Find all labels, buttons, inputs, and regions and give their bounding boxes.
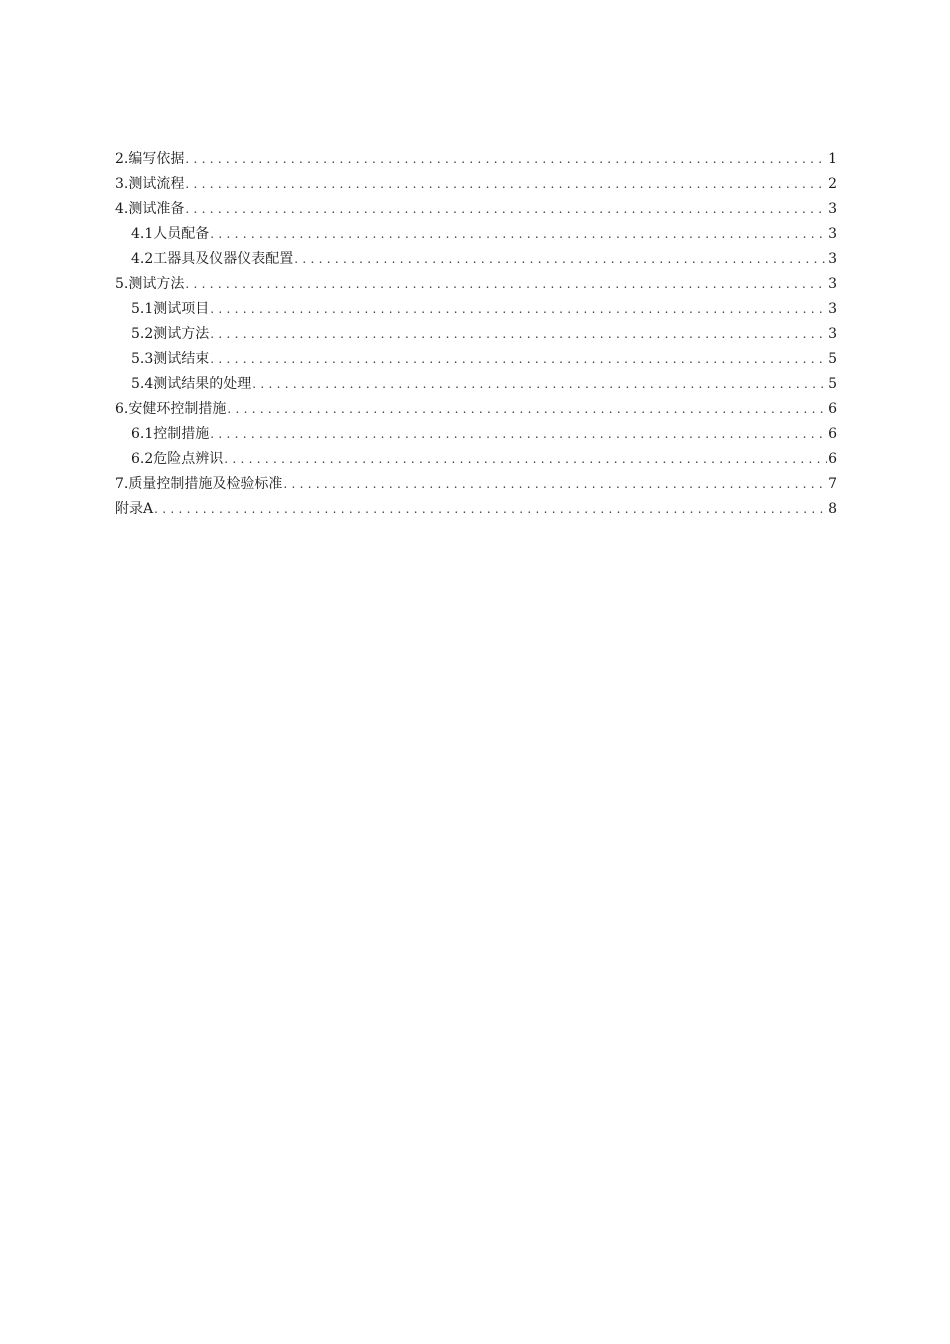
toc-entry-title: 2.编写依据 — [115, 151, 185, 167]
toc-entry-title: 5.2测试方法 — [131, 326, 210, 342]
toc-entry-title: 3.测试流程 — [115, 176, 185, 192]
toc-dot-leader — [185, 172, 827, 197]
toc-entry-page: 3 — [828, 301, 837, 317]
toc-entry-title: 5.3测试结束 — [131, 351, 210, 367]
toc-entry-title: 附录A — [115, 501, 154, 517]
toc-entry[interactable] — [115, 497, 837, 522]
table-of-contents — [115, 147, 837, 522]
toc-dot-leader — [185, 272, 827, 297]
toc-dot-leader — [227, 397, 827, 422]
toc-entry[interactable] — [115, 472, 837, 497]
toc-entry[interactable] — [115, 272, 837, 297]
toc-entry[interactable] — [115, 322, 837, 347]
toc-entry-page: 7 — [828, 476, 837, 492]
toc-entry-title: 4.测试准备 — [115, 201, 185, 217]
toc-entry-title: 5.测试方法 — [115, 276, 185, 292]
toc-entry[interactable] — [115, 197, 837, 222]
toc-entry-page: 5 — [828, 351, 837, 367]
toc-entry[interactable] — [115, 172, 837, 197]
toc-entry-page: 5 — [828, 376, 837, 392]
toc-entry-title: 7.质量控制措施及检验标准 — [115, 476, 283, 492]
toc-entry[interactable] — [115, 147, 837, 172]
toc-entry[interactable] — [115, 447, 837, 472]
toc-entry-page: 3 — [828, 276, 837, 292]
toc-entry-title: 6.安健环控制措施 — [115, 401, 227, 417]
toc-entry-page: 3 — [828, 326, 837, 342]
toc-entry-title: 4.2工器具及仪器仪表配置 — [131, 251, 294, 267]
toc-dot-leader — [185, 197, 827, 222]
toc-dot-leader — [210, 422, 827, 447]
toc-entry-page: 3 — [828, 251, 837, 267]
toc-dot-leader — [283, 472, 827, 497]
toc-dot-leader — [210, 347, 827, 372]
toc-entry-title: 5.4测试结果的处理 — [131, 376, 252, 392]
toc-entry-page: 1 — [828, 151, 837, 167]
toc-dot-leader — [210, 222, 827, 247]
toc-dot-leader — [294, 247, 827, 272]
toc-dot-leader — [224, 447, 827, 472]
toc-dot-leader — [154, 497, 827, 522]
toc-entry-page: 6 — [828, 426, 837, 442]
toc-dot-leader — [252, 372, 827, 397]
toc-entry-page: 2 — [828, 176, 837, 192]
toc-entry[interactable] — [115, 397, 837, 422]
toc-entry[interactable] — [115, 422, 837, 447]
toc-entry-title: 5.1测试项目 — [131, 301, 210, 317]
toc-entry-page: 3 — [828, 226, 837, 242]
toc-entry[interactable] — [115, 222, 837, 247]
toc-entry-title: 6.2危险点辨识 — [131, 451, 224, 467]
toc-entry-page: 8 — [828, 501, 837, 517]
toc-entry[interactable] — [115, 297, 837, 322]
toc-entry[interactable] — [115, 347, 837, 372]
toc-entry-page: 6 — [828, 451, 837, 467]
toc-dot-leader — [185, 147, 827, 172]
toc-entry-title: 6.1控制措施 — [131, 426, 210, 442]
toc-entry[interactable] — [115, 372, 837, 397]
toc-entry-title: 4.1人员配备 — [131, 226, 210, 242]
toc-entry-page: 6 — [828, 401, 837, 417]
toc-entry[interactable] — [115, 247, 837, 272]
toc-entry-page: 3 — [828, 201, 837, 217]
toc-dot-leader — [210, 322, 827, 347]
toc-dot-leader — [210, 297, 827, 322]
